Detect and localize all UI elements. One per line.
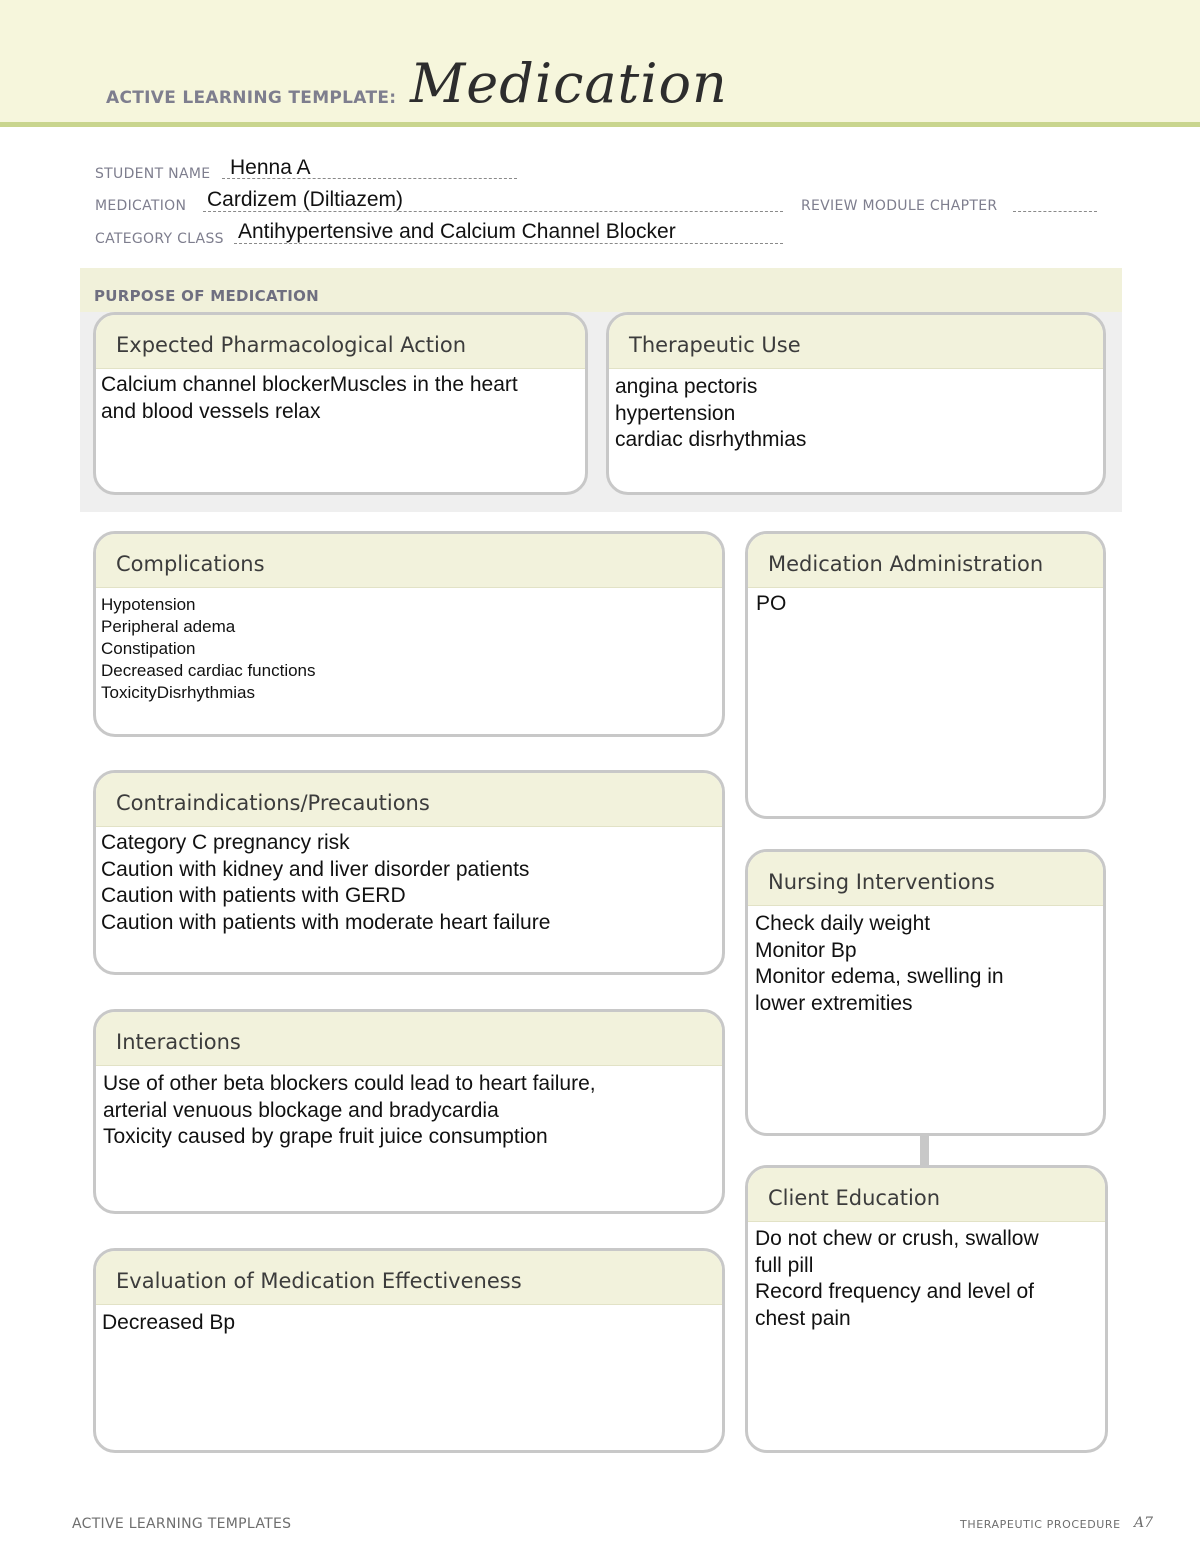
nursing-interventions-text[interactable]: Check daily weight Monitor Bp Monitor edema, swelling in lower extremities (755, 912, 1004, 1015)
contraindications-title: Contraindications/Precautions (96, 773, 722, 827)
expected-action-card (93, 312, 588, 495)
expected-action-title: Expected Pharmacological Action (96, 315, 585, 369)
contraindications-text[interactable]: Category C pregnancy risk Caution with kidney and liver disorder patients Caution with patients with GERD Caution with patients with moderate heart failure (101, 831, 551, 934)
category-class-label: CATEGORY CLASS (95, 231, 224, 247)
header-rule (0, 122, 1200, 127)
category-class-field[interactable]: Antihypertensive and Calcium Channel Blocker (238, 220, 676, 243)
student-name-label: STUDENT NAME (95, 166, 211, 182)
complications-title: Complications (96, 534, 722, 588)
contraindications-card (93, 770, 725, 975)
client-education-text[interactable]: Do not chew or crush, swallow full pill Record frequency and level of chest pain (755, 1227, 1039, 1330)
medication-administration-title: Medication Administration (748, 534, 1103, 588)
template-label: ACTIVE LEARNING TEMPLATE: (106, 88, 397, 108)
expected-action-text[interactable]: Calcium channel blockerMuscles in the heart and blood vessels relax (101, 373, 518, 423)
page-title: Medication (410, 52, 728, 115)
nursing-interventions-card (745, 849, 1106, 1136)
medication-field[interactable]: Cardizem (Diltiazem) (207, 188, 404, 211)
client-education-title: Client Education (748, 1168, 1105, 1222)
therapeutic-use-card (606, 312, 1106, 495)
therapeutic-use-title: Therapeutic Use (609, 315, 1103, 369)
student-name-field[interactable]: Henna A (230, 156, 311, 179)
review-module-label: REVIEW MODULE CHAPTER (801, 198, 998, 214)
evaluation-text[interactable]: Decreased Bp (102, 1311, 236, 1334)
footer-page-number: A7 (1134, 1515, 1154, 1531)
interactions-text[interactable]: Use of other beta blockers could lead to heart failure, arterial venuous blockage and bradycardia Toxicity caused by grape fruit juice consumption (103, 1072, 596, 1148)
evaluation-card (93, 1248, 725, 1453)
medication-administration-card (745, 531, 1106, 819)
footer-left: ACTIVE LEARNING TEMPLATES (72, 1516, 292, 1532)
therapeutic-use-text[interactable]: angina pectoris hypertension cardiac disrhythmias (615, 375, 807, 451)
review-module-line (1013, 211, 1097, 212)
interactions-title: Interactions (96, 1012, 722, 1066)
client-education-card (745, 1165, 1108, 1453)
purpose-title: PURPOSE OF MEDICATION (94, 287, 320, 305)
medication-label: MEDICATION (95, 198, 187, 214)
nursing-interventions-title: Nursing Interventions (748, 852, 1103, 906)
complications-text[interactable]: Hypotension Peripheral adema Constipation Decreased cardiac functions ToxicityDisrhythmias (101, 595, 316, 702)
footer-right: THERAPEUTIC PROCEDURE (960, 1518, 1121, 1531)
nursing-education-connector (920, 1133, 929, 1166)
medication-administration-text[interactable]: PO (756, 592, 787, 615)
evaluation-title: Evaluation of Medication Effectiveness (96, 1251, 722, 1305)
complications-card (93, 531, 725, 737)
interactions-card (93, 1009, 725, 1214)
